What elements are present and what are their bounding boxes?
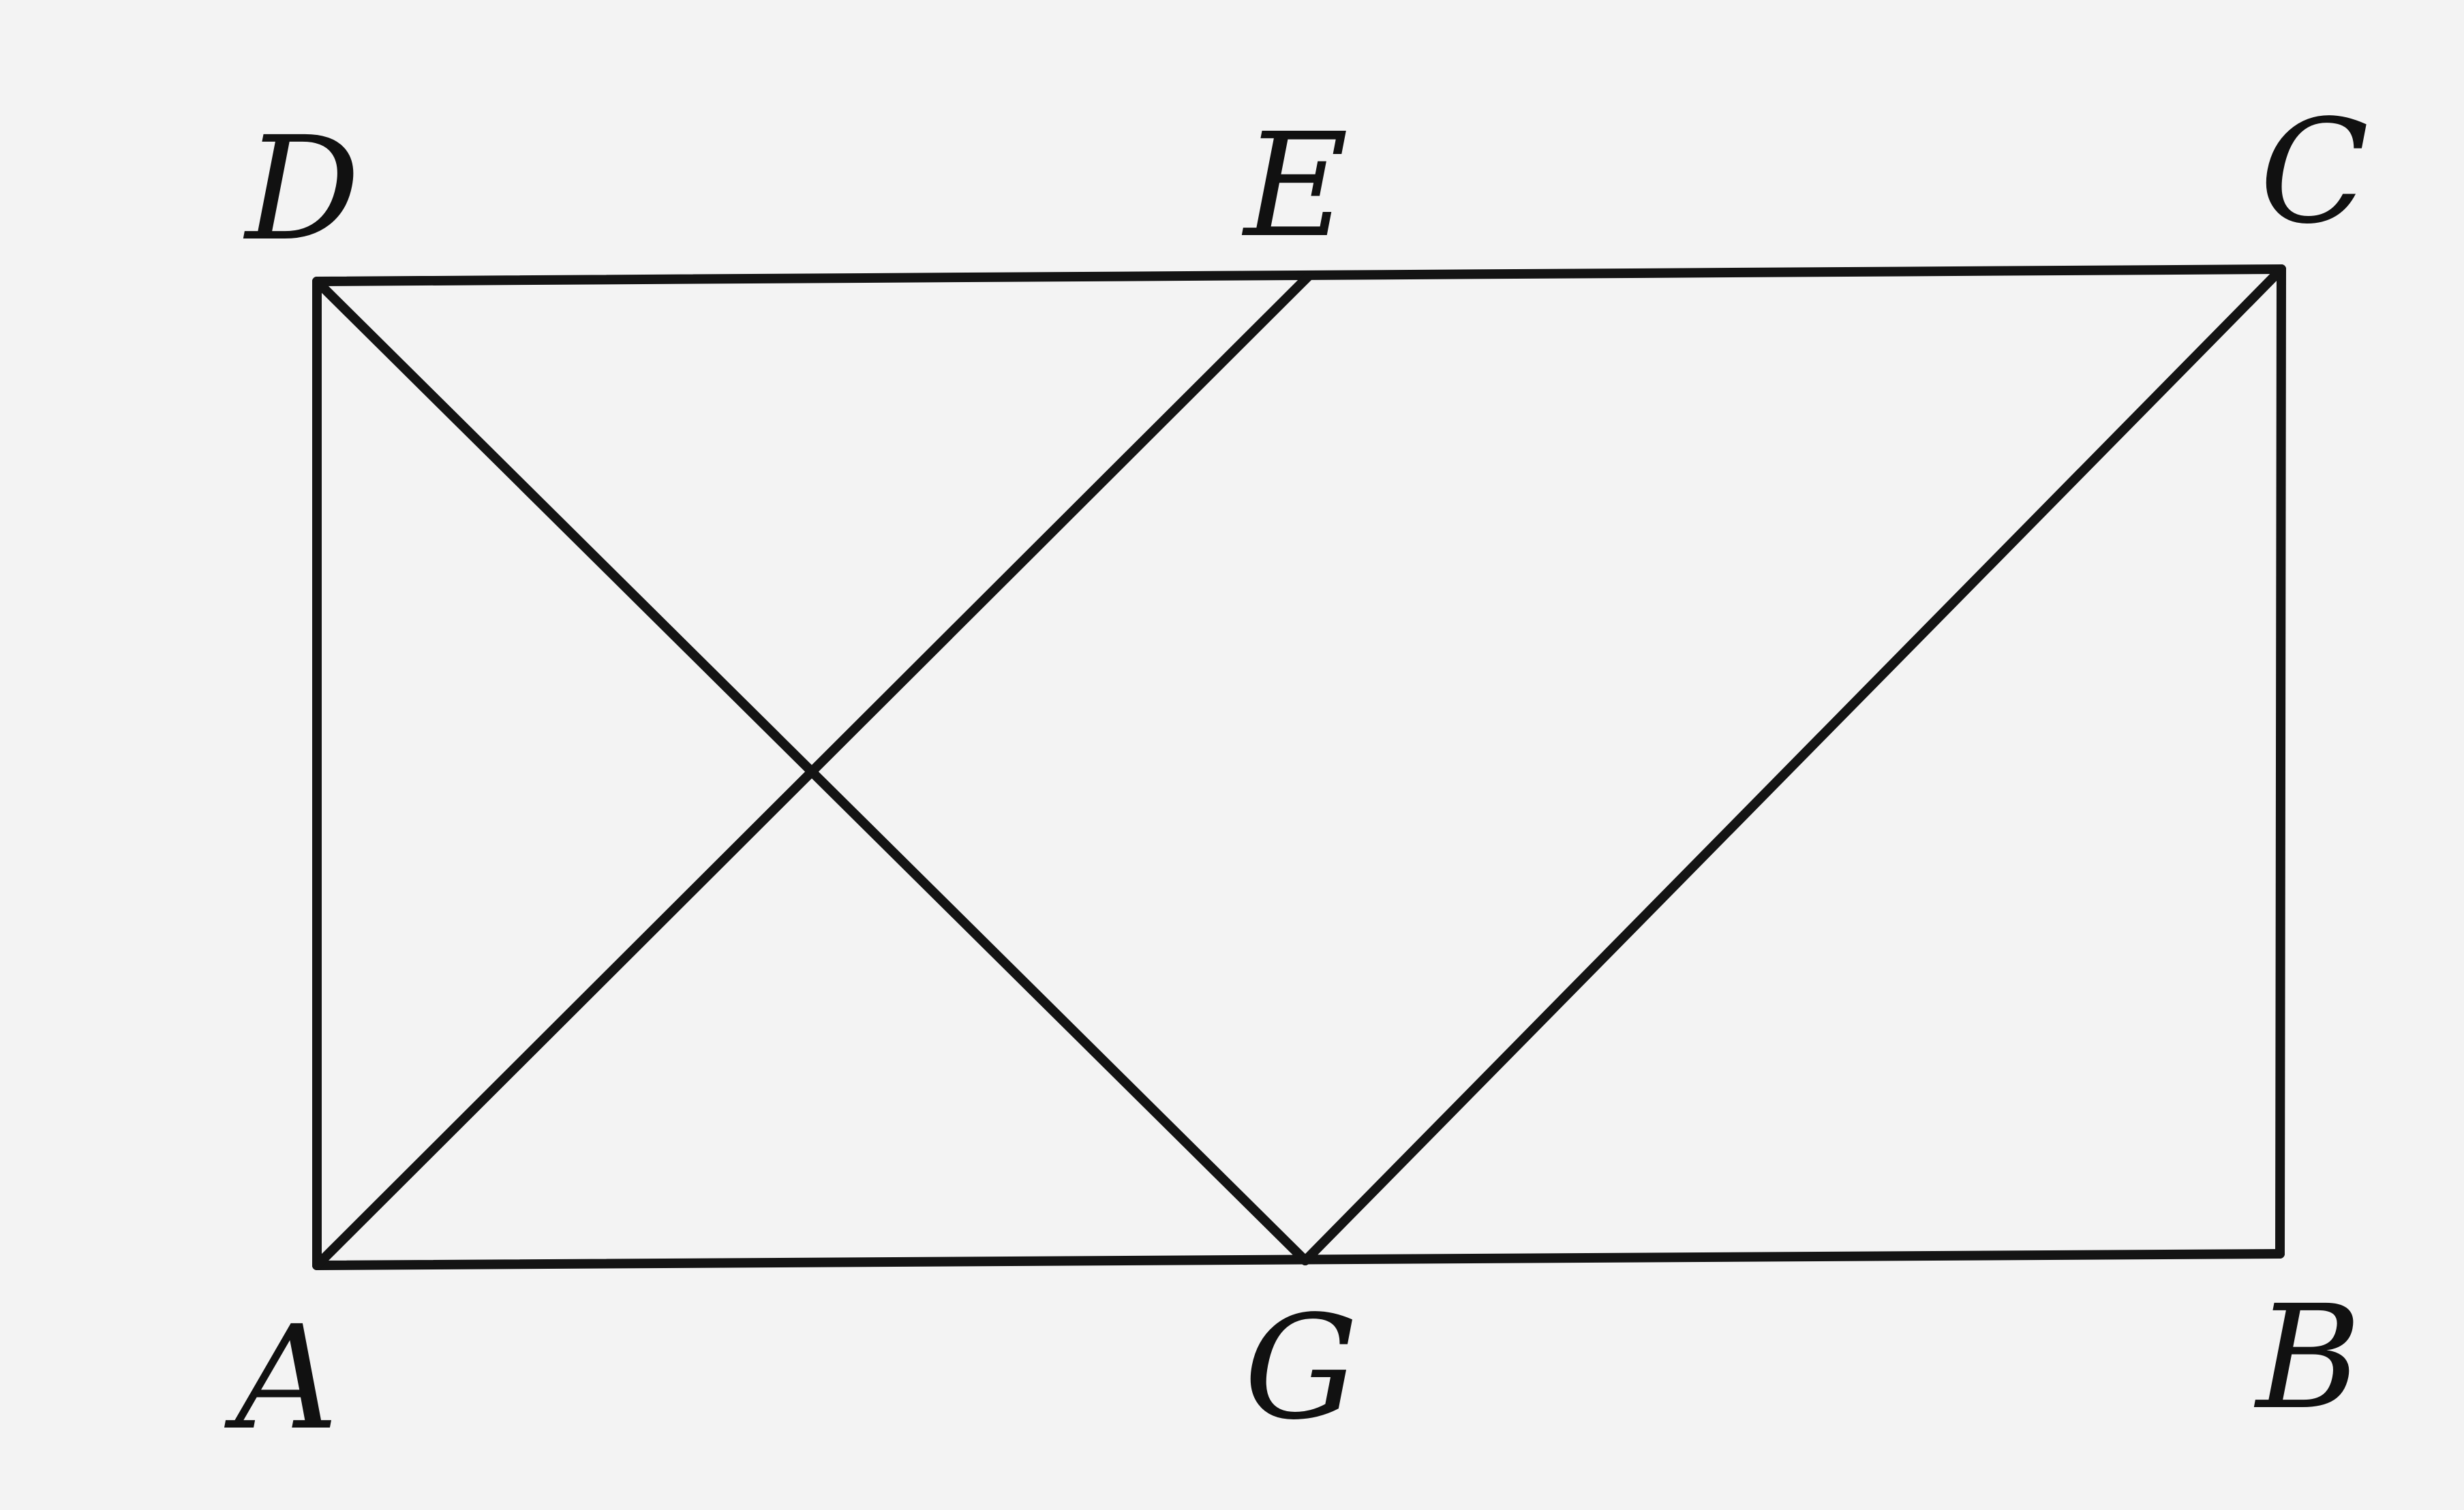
vertex-label-C: C	[2260, 89, 2369, 256]
segment-BC	[2280, 269, 2281, 1254]
vertex-label-G: G	[1244, 1284, 1358, 1451]
vertex-label-E: E	[1244, 102, 1349, 269]
segment-GC	[1305, 269, 2281, 1261]
vertex-label-D: D	[245, 106, 361, 273]
vertex-label-B: B	[2256, 1274, 2362, 1441]
vertex-label-A: A	[235, 1295, 339, 1462]
